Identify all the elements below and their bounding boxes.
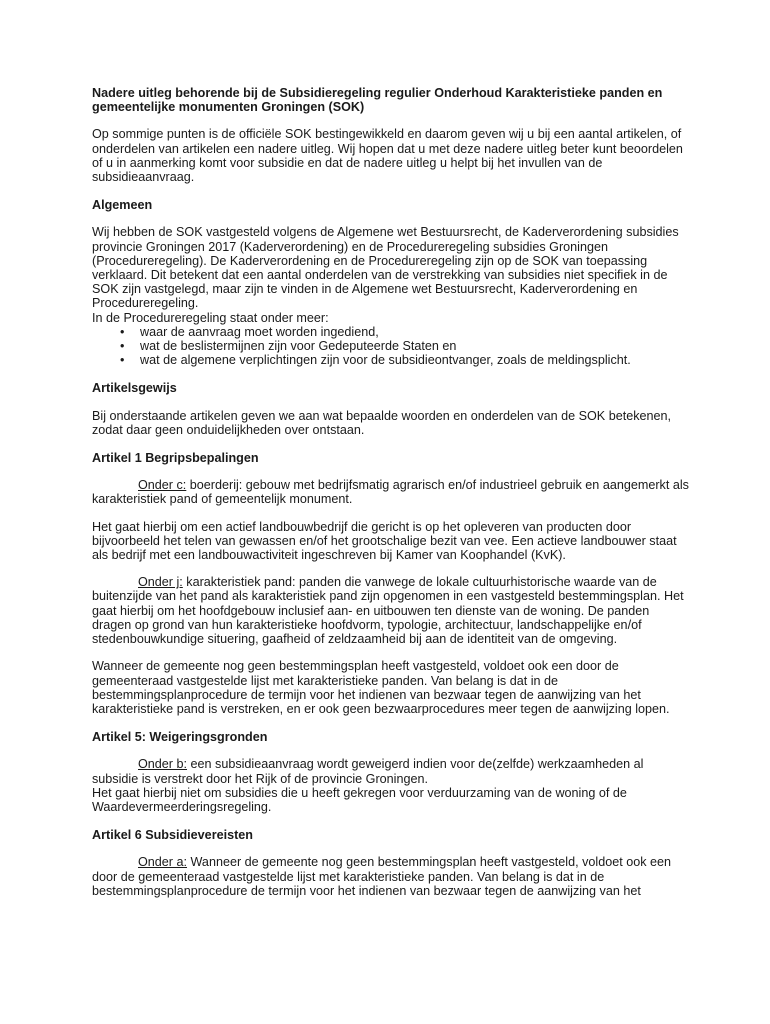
bullet-icon: • (120, 339, 125, 354)
list-item-text: wat de algemene verplichtingen zijn voor de subsidieontvanger, zoals de meldingsplicht. (140, 353, 631, 368)
clause-text: Wanneer de gemeente nog geen bestemmingsplan heeft vastgesteld, voldoet ook een door de gemeenteraad vastgestelde lijst met karakteristieke panden. Van belang is dat in de bestemmingsplanprocedure de termijn voor het indienen van bezwaar tegen de aanwijzing van het (92, 855, 672, 898)
section-heading-algemeen: Algemeen (92, 198, 153, 213)
list-item (120, 325, 690, 339)
section-heading-artikel-5: Artikel 5: Weigeringsgronden (92, 730, 268, 745)
artikel-5-b-explanation: Het gaat hierbij niet om subsidies die u heeft gekregen voor verduurzaming van de woning of de Waardevermeerderingsregeling. (92, 785, 627, 814)
clause-label: Onder c: (138, 478, 187, 493)
intro-paragraph: Op sommige punten is de officiële SOK bestingewikkeld en daarom geven wij u bij een aantal artikelen, of onderdelen van artikelen een nadere uitleg. Wij hopen dat u met deze nadere uitleg beter kunt beoordelen of u in aanmerking komt voor subsidie en dat de nadere uitleg u helpt bij het invullen van de subsidieaanvraag. (92, 127, 683, 185)
artikel-5-onder-b (92, 757, 690, 785)
clause-label: Onder b: (138, 757, 188, 772)
section-heading-artikel-1: Artikel 1 Begripsbepalingen (92, 451, 259, 466)
artikelsgewijs-paragraph: Bij onderstaande artikelen geven we aan wat bepaalde woorden en onderdelen van de SOK betekenen, zodat daar geen onduidelijkheden over ontstaan. (92, 408, 672, 437)
artikel-1-j-explanation: Wanneer de gemeente nog geen bestemmingsplan heeft vastgesteld, voldoet ook een door de gemeenteraad vastgestelde lijst met karakteristieke panden. Van belang is dat in de bestemmingsplanprocedure de termijn voor het indienen van bezwaar tegen de aanwijzing van het karakteristieke pand is verstreken, en er ook geen bezwaarprocedures meer tegen de aanwijzing lopen. (92, 659, 670, 716)
document-title: Nadere uitleg behorende bij de Subsidieregeling regulier Onderhoud Karakteristieke panden en gemeentelijke monumenten Groningen (SOK) (92, 86, 663, 115)
list-item-text: wat de beslistermijnen zijn voor Gedeputeerde Staten en (140, 339, 457, 354)
procedure-list (92, 325, 690, 368)
list-item (120, 339, 690, 353)
list-item (120, 353, 690, 367)
list-item-text: waar de aanvraag moet worden ingediend, (140, 324, 379, 339)
artikel-6-onder-a (92, 855, 690, 898)
clause-text: boerderij: gebouw met bedrijfsmatig agrarisch en/of industrieel gebruik en aangemerkt als karakteristiek pand of gemeentelijk monument. (92, 478, 689, 507)
clause-text: een subsidieaanvraag wordt geweigerd indien voor de(zelfde) werkzaamheden al subsidie is verstrekt door het Rijk of de provincie Groningen. (92, 757, 644, 786)
artikel-1-onder-j (92, 575, 690, 646)
artikel-1-onder-c (92, 478, 690, 506)
artikel-1-c-explanation: Het gaat hierbij om een actief landbouwbedrijf die gericht is op het opleveren van producten door bijvoorbeeld het telen van gewassen en/of het grootschalige bezit van vee. Een actieve landbouwer staat als bedrijf met een landbouwactiviteit ingeschreven bij Kamer van Koophandel (KvK). (92, 519, 677, 563)
clause-label: Onder a: (138, 855, 188, 870)
bullet-icon: • (120, 353, 125, 368)
clause-text: karakteristiek pand: panden die vanwege de lokale cultuurhistorische waarde van de buitenzijde van het pand als karakteristiek pand zijn opgenomen in een vastgesteld bestemmingsplan. Het gaat hierbij om het hoofdgebouw inclusief aan- en uitbouwen ten dienste van de woning. De panden dragen op grond van hun karakteristieke hoofdvorm, typologie, architectuur, landschappelijke en/of stedenbouwkundige situering, gaafheid of zeldzaamheid bij aan de identiteit van de omgeving. (92, 575, 684, 647)
clause-label: Onder j: (138, 575, 183, 590)
bullet-icon: • (120, 324, 125, 339)
section-heading-artikelsgewijs: Artikelsgewijs (92, 381, 177, 396)
algemeen-paragraph: Wij hebben de SOK vastgesteld volgens de Algemene wet Bestuursrecht, de Kaderverordening subsidies provincie Groningen 2017 (Kaderverordening) en de Procedureregeling subsidies Groningen (Procedureregeling). De Kaderverordening en de Procedureregeling zijn op de SOK van toepassing verklaard. Dit betekent dat een aantal onderdelen van de verstrekking van subsidies niet specifiek in de SOK zijn vastgelegd, maar zijn te vinden in de Algemene wet Bestuursrecht, Kaderverordening en Procedureregeling. (92, 225, 679, 311)
section-heading-artikel-6: Artikel 6 Subsidievereisten (92, 828, 253, 843)
list-intro: In de Procedureregeling staat onder meer: (92, 310, 329, 325)
